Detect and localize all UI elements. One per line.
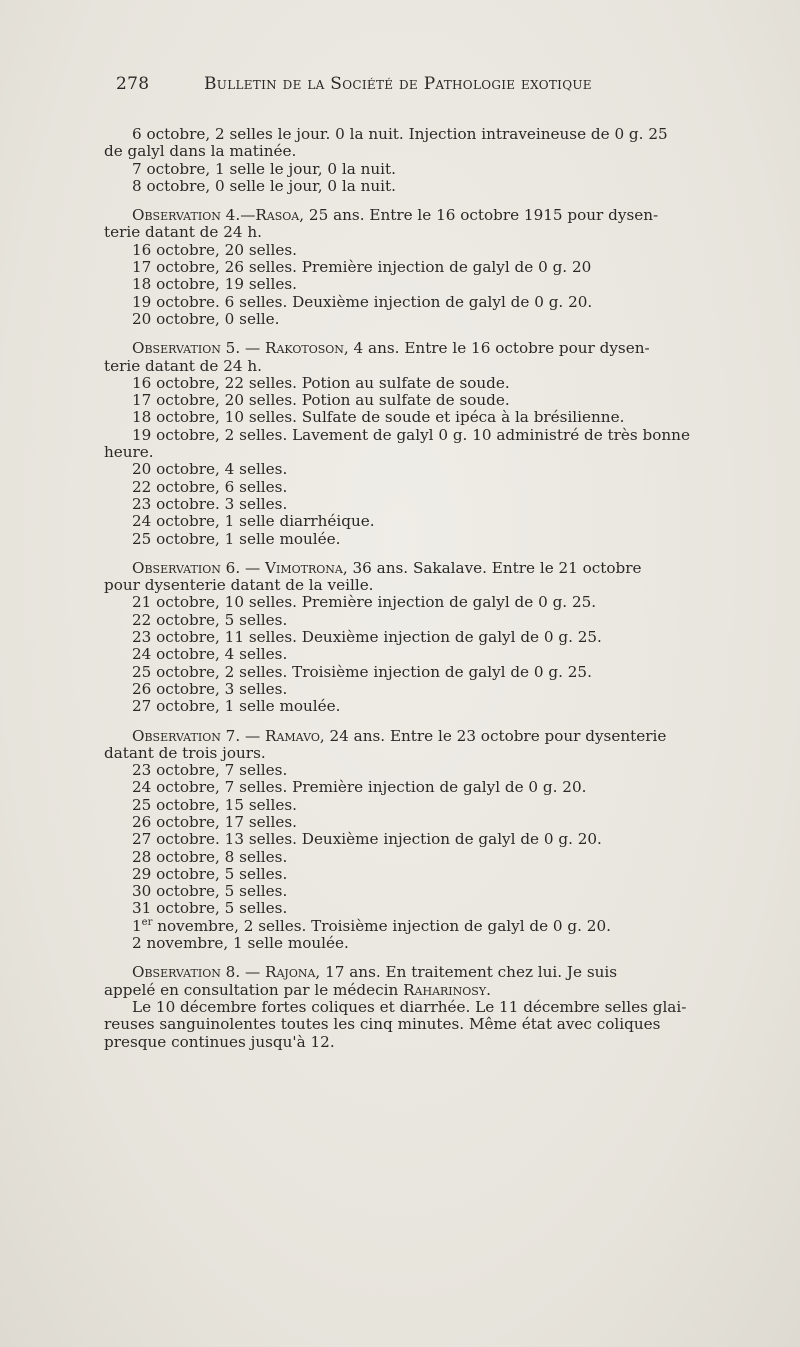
observation-label: Observation 6. <box>132 558 241 577</box>
patient-name: Ramavo <box>265 726 320 745</box>
page-header <box>116 74 676 98</box>
daily-entry: 19 octobre, 2 selles. Lavement de galyl 0 g. 10 administré de très bonne <box>132 425 690 444</box>
observation-label: Observation 7. <box>132 726 241 745</box>
daily-entry: 26 octobre, 17 selles. <box>132 812 297 831</box>
observation-heading: Observation 7. — Ramavo, 24 ans. Entre le 23 octobre pour dysenterie <box>132 726 667 745</box>
daily-entry: 29 octobre, 5 selles. <box>132 864 288 883</box>
daily-entry: 16 octobre, 22 selles. Potion au sulfate de soude. <box>132 373 510 392</box>
observation-heading: Observation 6. — Vimotrona, 36 ans. Sakalave. Entre le 21 octobre <box>132 558 642 577</box>
daily-entry: 16 octobre, 20 selles. <box>132 240 297 259</box>
daily-entry: 23 octobre. 3 selles. <box>132 494 288 513</box>
daily-entry: 30 octobre, 5 selles. <box>132 882 288 901</box>
text-line: Le 10 décembre fortes coliques et diarrhée. Le 11 décembre selles glai- <box>132 997 687 1016</box>
text-line: reuses sanguinolentes toutes les cinq minutes. Même état avec coliques <box>104 1015 661 1034</box>
text-line: 6 octobre, 2 selles le jour. 0 la nuit. Injection intraveineuse de 0 g. 25 <box>132 125 668 143</box>
daily-entry: 1er novembre, 2 selles. Troisième injection de galyl de 0 g. 20. <box>132 916 611 935</box>
daily-entry: 31 octobre, 5 selles. <box>132 899 288 918</box>
patient-name: Rajona <box>265 963 316 982</box>
daily-entry: 22 octobre, 6 selles. <box>132 477 288 496</box>
text-line: terie datant de 24 h. <box>104 356 262 375</box>
running-title: Bulletin de la Société de Pathologie exotique <box>204 74 592 94</box>
daily-entry: 17 octobre, 20 selles. Potion au sulfate de soude. <box>132 391 510 410</box>
daily-entry: 24 octobre, 1 selle diarrhéique. <box>132 512 375 531</box>
daily-entry: 24 octobre, 7 selles. Première injection de galyl de 0 g. 20. <box>132 778 587 797</box>
daily-entry: 20 octobre, 4 selles. <box>132 460 288 479</box>
page-number: 278 <box>116 74 150 94</box>
patient-name: Rasoa <box>255 206 300 225</box>
body-text <box>104 126 756 1051</box>
daily-entry: 2 novembre, 1 selle moulée. <box>132 934 349 953</box>
daily-entry: 25 octobre, 1 selle moulée. <box>132 529 341 548</box>
daily-entry: 17 octobre, 26 selles. Première injection de galyl de 0 g. 20 <box>132 258 592 277</box>
text-line: appelé en consultation par le médecin Raharinosy. <box>104 980 491 999</box>
text-line: presque continues jusqu'à 12. <box>104 1032 335 1051</box>
text-line: 8 octobre, 0 selle le jour, 0 la nuit. <box>132 176 396 195</box>
observation-label: Observation 8. <box>132 963 241 982</box>
text-line: pour dysenterie datant de la veille. <box>104 576 374 595</box>
text-line: datant de trois jours. <box>104 743 266 762</box>
daily-entry: 18 octobre, 10 selles. Sulfate de soude et ipéca à la brésilienne. <box>132 408 625 427</box>
daily-entry: 26 octobre, 3 selles. <box>132 679 288 698</box>
patient-name: Rakotoson <box>265 339 344 358</box>
daily-entry: 28 octobre, 8 selles. <box>132 847 288 866</box>
patient-name: Vimotrona <box>265 558 343 577</box>
daily-entry: 25 octobre, 2 selles. Troisième injection de galyl de 0 g. 25. <box>132 662 592 681</box>
daily-entry: 22 octobre, 5 selles. <box>132 610 288 629</box>
observation-heading: Observation 4.—Rasoa, 25 ans. Entre le 16 octobre 1915 pour dysen- <box>132 206 659 225</box>
daily-entry: 20 octobre, 0 selle. <box>132 309 280 328</box>
observation-label: Observation 5. <box>132 339 241 358</box>
daily-entry: 27 octobre, 1 selle moulée. <box>132 697 341 716</box>
text-line: de galyl dans la matinée. <box>104 142 297 161</box>
daily-entry: 19 octobre. 6 selles. Deuxième injection de galyl de 0 g. 20. <box>132 292 593 311</box>
daily-entry: 23 octobre, 11 selles. Deuxième injection de galyl de 0 g. 25. <box>132 628 602 647</box>
daily-entry: 25 octobre, 15 selles. <box>132 795 297 814</box>
daily-entry: 18 octobre, 19 selles. <box>132 275 297 294</box>
observation-label: Observation 4. <box>132 206 241 225</box>
daily-entry: 23 octobre, 7 selles. <box>132 761 288 780</box>
observation-heading: Observation 8. — Rajona, 17 ans. En traitement chez lui. Je suis <box>132 963 618 982</box>
daily-entry: 21 octobre, 10 selles. Première injection de galyl de 0 g. 25. <box>132 593 597 612</box>
doctor-name: Raharinosy <box>403 980 487 999</box>
text-line: heure. <box>104 443 154 462</box>
observation-heading: Observation 5. — Rakotoson, 4 ans. Entre le 16 octobre pour dysen- <box>132 339 650 358</box>
text-line: 7 octobre, 1 selle le jour, 0 la nuit. <box>132 159 396 178</box>
daily-entry: 24 octobre, 4 selles. <box>132 645 288 664</box>
text-line: terie datant de 24 h. <box>104 223 262 242</box>
daily-entry: 27 octobre. 13 selles. Deuxième injection de galyl de 0 g. 20. <box>132 830 602 849</box>
